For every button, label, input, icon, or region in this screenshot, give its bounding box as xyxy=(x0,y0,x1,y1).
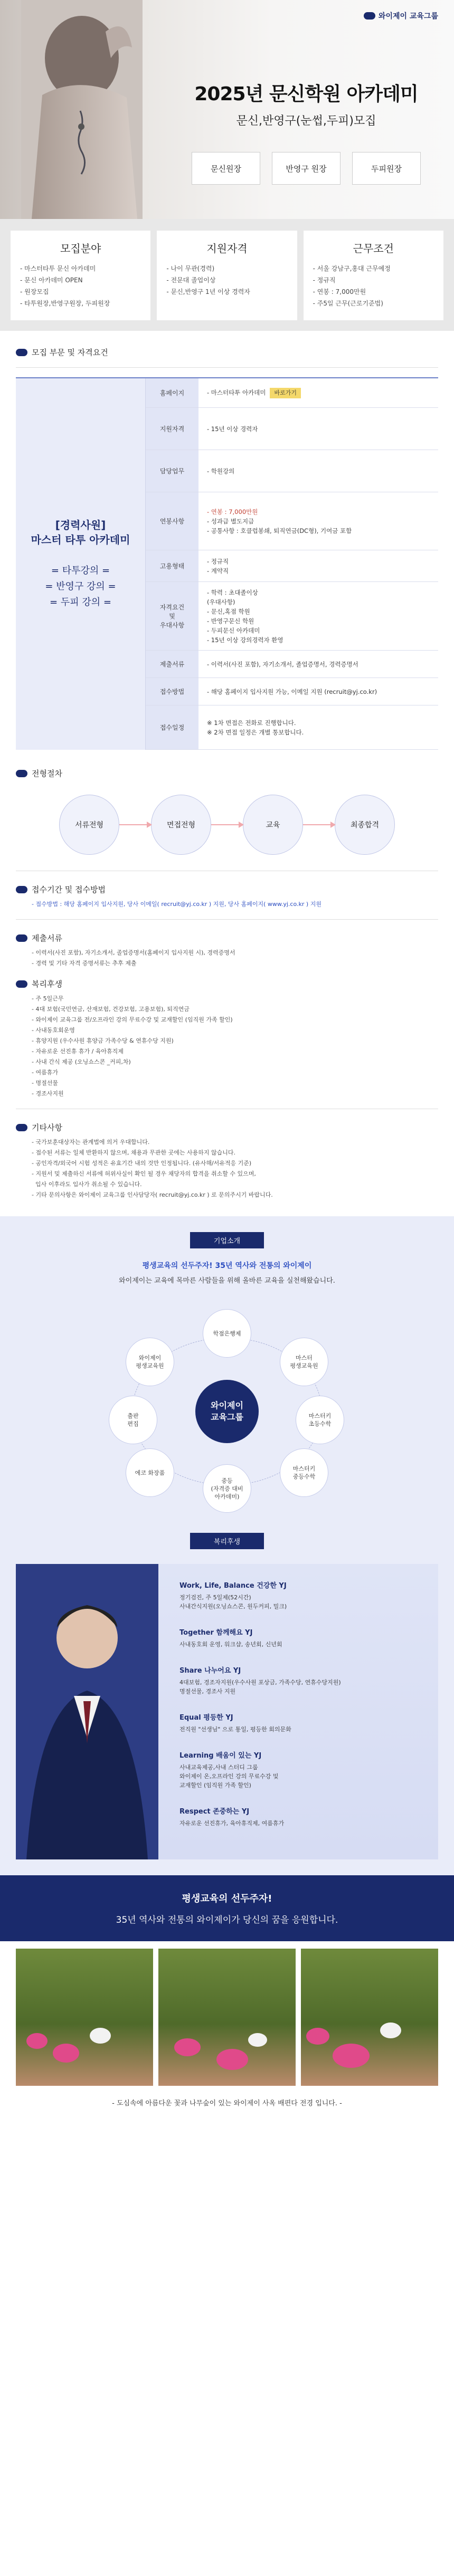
welfare-item: - 4대 보험(국민연금, 산재보험, 건강보험, 고용보험), 퇴직연금 xyxy=(32,1006,190,1013)
row-line: - 학원강의 xyxy=(207,467,235,475)
page-title: 2025년 문신학원 아카데미 xyxy=(194,83,418,105)
etc-list xyxy=(16,1137,438,1200)
affiliate-node: 마스터 평생교육원 xyxy=(280,1338,328,1386)
section-logo-icon xyxy=(16,349,27,356)
row-key: 접수일정 xyxy=(146,705,198,749)
docs-block xyxy=(0,932,454,969)
benefit-item xyxy=(179,1580,428,1611)
benefit-title: Equal 평등한 YJ xyxy=(179,1714,233,1722)
summary-item: - 연봉 : 7,000만원 xyxy=(313,288,366,295)
section-label: 기업소개 xyxy=(190,1232,264,1248)
benefit-desc: 정기검진, 주 5일제(52시간) 사내간식지원(오닝쇼스콘, 원두커피, 밀크) xyxy=(179,1594,287,1610)
garden-photo-image xyxy=(158,1949,296,2086)
row-line: ※ 1차 면접은 전화로 진행합니다. xyxy=(207,719,296,727)
benefit-desc: 사내교육제공,사내 스터디 그룹 와이제이 온,오프라인 강의 무료수강 및 교재할인 (임직원 가족 할인) xyxy=(179,1764,279,1789)
summary-item: - 마스터타투 문신 아카데미 xyxy=(20,265,96,272)
section-logo-icon xyxy=(16,1124,27,1131)
summary-item: - 전문대 졸업이상 xyxy=(166,276,216,284)
summary-box-field xyxy=(11,231,150,320)
section-heading-text: 기타사항 xyxy=(32,1123,62,1132)
etc-block xyxy=(0,1122,454,1200)
welfare-item: - 여름휴가 xyxy=(32,1069,58,1076)
section-heading-text: 모집 부문 및 자격요건 xyxy=(32,348,108,357)
row-value xyxy=(198,582,438,650)
table-row-employment xyxy=(146,550,438,582)
row-value xyxy=(198,678,438,705)
affiliate-node: 학점은행제 xyxy=(203,1309,251,1358)
row-line: - 성과급 별도지급 xyxy=(207,517,254,525)
row-key: 자격요건 및 우대사항 xyxy=(146,582,198,650)
welfare-item: - 자유로운 선진휴 휴가 / 육아휴직제 xyxy=(32,1048,124,1055)
benefits-list xyxy=(158,1564,438,1859)
benefits-section xyxy=(0,1533,454,1875)
role-scalp: = 두피 강의 = xyxy=(50,597,111,608)
affiliate-node: 출판 편집 xyxy=(109,1396,157,1444)
summary-item: - 문신,반영구 1년 이상 경력자 xyxy=(166,288,250,295)
arrow-right-icon xyxy=(211,824,243,825)
etc-item: - 기타 문의사항은 와이제이 교육그룹 인사담당자( recruit@yj.co.kr ) 로 문의주시기 바랍니다. xyxy=(32,1191,273,1198)
divider xyxy=(16,919,438,920)
hero-model-image xyxy=(21,0,143,219)
summary-item: - 정규직 xyxy=(313,276,336,284)
table-row-qualification xyxy=(146,408,438,450)
position-title: [경력사원] 마스터 타투 아카데미 xyxy=(31,519,130,546)
process-step: 최종합격 xyxy=(335,795,395,855)
recruit-table-wrap xyxy=(0,368,454,760)
garden-photo-image xyxy=(301,1949,438,2086)
row-value xyxy=(198,408,438,450)
summary-box-title: 근무조건 xyxy=(353,242,394,255)
row-value xyxy=(198,651,438,678)
row-key: 홈페이지 xyxy=(146,378,198,407)
benefit-title: Respect 존중하는 YJ xyxy=(179,1808,250,1816)
table-row-salary xyxy=(146,492,438,550)
benefit-item xyxy=(179,1665,428,1696)
benefit-item xyxy=(179,1712,428,1734)
docs-line: - 이력서(사진 포함), 자기소개서, 졸업증명서(홈페이지 입사지원 시), 경력증명서 xyxy=(32,949,235,956)
benefit-title: Learning 배움이 있는 YJ xyxy=(179,1752,262,1760)
footer-caption: - 도심속에 아름다운 꽃과 나무숲이 있는 와이제이 사옥 배편다 전경 입니다. - xyxy=(112,2100,342,2107)
etc-item: 입사 이후라도 입사가 취소될 수 있습니다. xyxy=(32,1181,142,1188)
recruit-table xyxy=(16,377,438,750)
summary-item: - 타투원장,반영구원장, 두피원장 xyxy=(20,300,110,307)
docs-line: - 경력 및 기타 자격 증명서류는 추후 제출 xyxy=(32,960,137,967)
logo-text: 와이제이 교육그룹 xyxy=(378,12,438,21)
row-value xyxy=(198,378,438,407)
benefit-title: Work, Life, Balance 건강한 YJ xyxy=(179,1582,287,1590)
welfare-item: - 명절선물 xyxy=(32,1080,58,1086)
row-key: 지원자격 xyxy=(146,408,198,450)
hero-buttons xyxy=(169,152,443,185)
row-line: (우대사항) xyxy=(207,598,235,606)
section-heading-etc xyxy=(16,1122,438,1133)
etc-item: - 국가보훈대상자는 관계법에 의거 우대합니다. xyxy=(32,1139,150,1146)
table-row-schedule xyxy=(146,705,438,750)
homepage-link-button[interactable]: 바로가기 xyxy=(270,388,301,398)
page-subtitle: 문신,반영구(눈썹,두피)모집 xyxy=(236,115,376,128)
row-line: ※ 2차 면접 일정은 개별 통보합니다. xyxy=(207,728,304,736)
section-logo-icon xyxy=(16,886,27,893)
table-row-method xyxy=(146,678,438,705)
etc-item: - 지원서 및 제출하신 서류에 허위사실이 확인 될 경우 채당자의 합격을 취소할 수 있으며, xyxy=(32,1170,256,1177)
hero-section xyxy=(0,0,454,219)
row-line: - 해당 홈페이지 입사지원 가능, 이메일 지원 (recruit@yj.co.kr) xyxy=(207,688,377,695)
row-key: 접수방법 xyxy=(146,678,198,705)
table-row-homepage xyxy=(146,378,438,408)
row-line: - 15년 이상 강의경력자 환영 xyxy=(207,636,283,644)
row-line: - 문신,혹점 학원 xyxy=(207,607,250,615)
summary-boxes xyxy=(0,219,454,331)
section-heading-text: 접수기간 및 접수방법 xyxy=(32,885,106,894)
welfare-item: - 사내 간식 제공 (오닝쇼스콘 _커피,차) xyxy=(32,1058,131,1065)
summary-item: - 문신 아카데미 OPEN xyxy=(20,276,83,284)
process-flow xyxy=(0,779,454,871)
row-line: - 계약직 xyxy=(207,567,229,575)
etc-item: - 공인자격/외국어 시험 성적은 유효기간 내의 것만 인정됩니다. (유사해/서유적응 기준) xyxy=(32,1160,252,1167)
affiliate-node: 에코 화장품 xyxy=(126,1448,174,1497)
welfare-item: - 휴양지원 (우수사원 휴양금 가족수당 & 연휴수당 지원) xyxy=(32,1037,174,1044)
benefit-desc: 자유로운 선진휴가, 육아휴직제, 여름휴가 xyxy=(179,1820,285,1827)
row-key: 연봉사항 xyxy=(146,492,198,550)
section-heading-text: 전형절차 xyxy=(32,769,62,778)
recruit-rows xyxy=(146,378,438,750)
benefit-title: Together 함께해요 YJ xyxy=(179,1629,253,1637)
row-value xyxy=(198,705,438,749)
summary-box-title: 모집분야 xyxy=(60,242,101,255)
closing-banner xyxy=(0,1875,454,1941)
intro-subline: 와이제이는 교육에 목마른 사람들을 위해 올바른 교육을 실천해왔습니다. xyxy=(119,1277,335,1285)
process-step: 교육 xyxy=(243,795,303,855)
position-roles xyxy=(45,563,116,610)
benefit-item xyxy=(179,1750,428,1790)
intro-headline: 평생교육의 선두주자! 35년 역사와 전통의 와이제이 xyxy=(142,1262,312,1270)
summary-box-qualification xyxy=(157,231,297,320)
summary-box-conditions xyxy=(304,231,443,320)
affiliate-node: 마스터키 초등수학 xyxy=(296,1396,344,1444)
welfare-item: - 주 5일근무 xyxy=(32,995,64,1002)
company-intro-section xyxy=(0,1216,454,1533)
summary-box-title: 지원자격 xyxy=(206,242,248,255)
benefit-item xyxy=(179,1627,428,1649)
process-step: 면접전형 xyxy=(151,795,211,855)
row-line: - 반영구문신 학원 xyxy=(207,617,254,625)
benefit-title: Share 나누어요 YJ xyxy=(179,1667,241,1675)
banner-line: 35년 역사와 전통의 와이제이가 당신의 꿈을 응원합니다. xyxy=(116,1915,338,1925)
affiliate-diagram xyxy=(0,1306,454,1517)
row-line: - 15년 이상 경력자 xyxy=(207,425,258,433)
benefit-desc: 전직원 "선생님" 으로 통일, 평등한 회의문화 xyxy=(179,1726,291,1733)
summary-item: - 주5일 근무(근로기준법) xyxy=(313,300,383,307)
affiliate-node: 와이제이 평생교육원 xyxy=(126,1338,174,1386)
affiliate-node: 중등 (자격증 대비 아카데미) xyxy=(203,1464,251,1513)
row-key: 고용형태 xyxy=(146,550,198,581)
welfare-block xyxy=(0,978,454,1099)
arrow-right-icon xyxy=(303,824,335,825)
salary-line: - 연봉 : 7,000만원 xyxy=(207,508,258,516)
welfare-item: - 경조사지원 xyxy=(32,1090,64,1097)
process-step: 서류전형 xyxy=(59,795,119,855)
summary-item: - 원장모집 xyxy=(20,288,49,295)
scalp-director-button[interactable]: 두피원장 xyxy=(352,152,421,185)
row-value xyxy=(198,550,438,581)
welfare-item: - 사내동호회운영 xyxy=(32,1027,75,1034)
section-heading-period xyxy=(16,884,438,895)
tattoo-director-button[interactable]: 문신원장 xyxy=(192,152,260,185)
affiliate-node: 마스터키 중등수학 xyxy=(280,1448,328,1497)
row-line: - 학력 : 초대졸이상 xyxy=(207,588,258,596)
etc-item: - 접수된 서류는 일체 반환하지 않으며, 채용과 무관한 곳에는 사용하지 않습니다. xyxy=(32,1149,235,1156)
logo-icon xyxy=(364,12,375,20)
row-line: - 공통사항 : 호클럽봉쇄, 퇴직연금(DC형), 기여금 포함 xyxy=(207,527,352,535)
benefit-item xyxy=(179,1806,428,1828)
table-row-documents xyxy=(146,651,438,678)
role-tattoo: = 타투강의 = xyxy=(51,565,110,576)
benefit-desc: 사내동호회 운영, 워크샵, 송년회, 신년회 xyxy=(179,1641,282,1648)
arrow-right-icon xyxy=(119,824,151,825)
row-line: - 정규직 xyxy=(207,557,229,565)
office-gallery xyxy=(0,1941,454,2086)
welfare-list xyxy=(16,994,438,1099)
section-heading-welfare xyxy=(16,978,438,989)
row-key: 제출서류 xyxy=(146,651,198,678)
row-key: 담당업무 xyxy=(146,450,198,492)
benefits-card xyxy=(16,1564,438,1859)
table-row-requirements xyxy=(146,582,438,651)
table-row-duty xyxy=(146,450,438,492)
role-semipermanent: = 반영구 강의 = xyxy=(45,581,116,592)
brand-logo xyxy=(364,11,438,21)
garden-photo-image xyxy=(16,1949,153,2086)
welfare-item: - 와이제이 교육그룹 전/오프라인 강의 무료수강 및 교재할인 (임직원 가족 할인) xyxy=(32,1016,233,1023)
staff-photo-image xyxy=(16,1564,158,1859)
section-logo-icon xyxy=(16,770,27,777)
row-line: - 두피문신 아카데미 xyxy=(207,626,260,634)
row-value xyxy=(198,450,438,492)
section-logo-icon xyxy=(16,980,27,988)
recruit-position-panel xyxy=(16,378,146,750)
summary-item: - 나이 무관(경력) xyxy=(166,265,215,272)
group-center-logo: 와이제이 교육그룹 xyxy=(195,1380,259,1443)
section-label: 복리후생 xyxy=(190,1533,264,1549)
section-logo-icon xyxy=(16,934,27,942)
semipermanent-director-button[interactable]: 반영구 원장 xyxy=(272,152,340,185)
section-heading-docs xyxy=(16,932,438,943)
section-heading-text: 제출서류 xyxy=(32,933,62,943)
section-heading-text: 복리후생 xyxy=(32,979,62,989)
section-heading-process xyxy=(0,768,454,779)
summary-item: - 서울 강남구,홍대 근무예정 xyxy=(313,265,391,272)
benefit-desc: 4대보험, 경조자지원(우수사원 포상금, 가족수당, 연휴수당지원) 명절선물, 경조사 지원 xyxy=(179,1679,341,1695)
period-block xyxy=(0,884,454,910)
row-value xyxy=(198,492,438,550)
section-heading-recruit xyxy=(0,347,454,358)
banner-line: 평생교육의 선두주자! xyxy=(182,1893,272,1904)
row-line: - 이력서(사진 포함), 자기소개서, 졸업증명서, 경력증명서 xyxy=(207,660,358,668)
period-text: - 접수방법 : 해당 홈페이지 입사지원, 당사 이메일( recruit@yj.co.kr ) 지원, 당사 홈페이지( www.yj.co.kr ) 지원 xyxy=(32,901,321,908)
row-line: - 마스터타투 아카데미 xyxy=(207,388,266,396)
